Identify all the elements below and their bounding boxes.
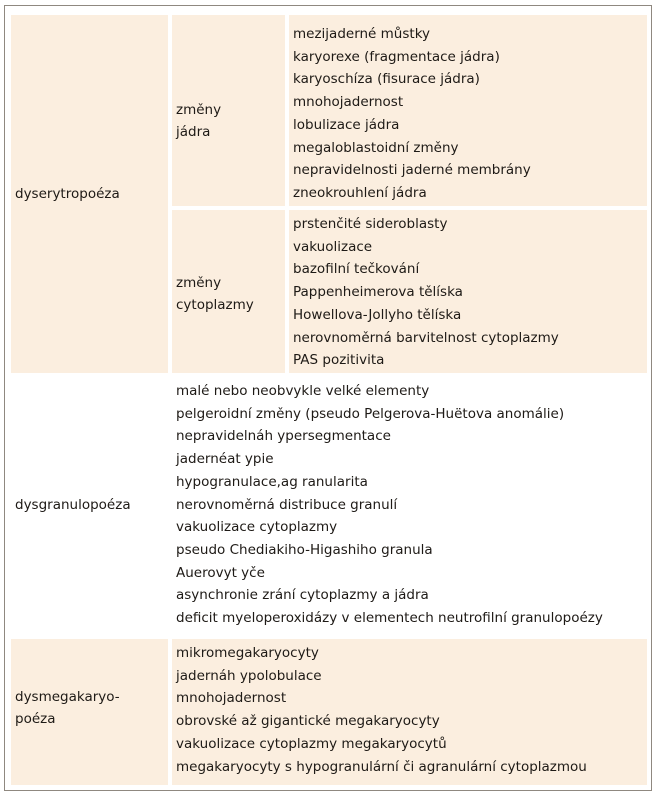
list-item: jadernáh ypolobulace bbox=[176, 667, 322, 684]
list-item: karyoschíza (fisurace jádra) bbox=[293, 71, 480, 88]
list-item: mnohojadernost bbox=[176, 690, 287, 707]
list-item: zneokrouhlení jádra bbox=[293, 184, 427, 201]
list-item: lobulizace jádra bbox=[293, 116, 400, 133]
list-item: megakaryocyty s hypogranulární či agranulární cytoplazmou bbox=[176, 758, 587, 775]
list-item: megaloblastoidní změny bbox=[293, 139, 459, 156]
items-cell-dysgranulopoeza bbox=[172, 377, 647, 637]
list-item: Auerovyt yče bbox=[176, 564, 265, 581]
category-label: dysmegakaryo- poéza bbox=[15, 689, 120, 727]
list-item: nerovnoměrná barvitelnost cytoplazmy bbox=[293, 329, 559, 346]
list-item: vakuolizace cytoplazmy bbox=[176, 519, 338, 536]
list-item: obrovské až gigantické megakaryocyty bbox=[176, 713, 440, 730]
list-item: pseudo Chediakiho-Higashiho granula bbox=[176, 541, 433, 558]
items-cell-zmeny-jadra bbox=[289, 15, 647, 206]
list-item: Pappenheimerova tělíska bbox=[293, 284, 463, 301]
items-cell-zmeny-cytoplazmy bbox=[289, 210, 647, 373]
list-item: bazofilní tečkování bbox=[293, 261, 420, 278]
item-list bbox=[293, 213, 559, 372]
list-item: mezijaderné můstky bbox=[293, 26, 431, 42]
subgroup-cell-zmeny-jadra bbox=[172, 15, 285, 206]
category-cell-dysmegakaryopoeza bbox=[11, 639, 168, 785]
item-list bbox=[176, 642, 587, 778]
list-item: prstenčité sideroblasty bbox=[293, 216, 448, 232]
list-item: malé nebo neobvykle velké elementy bbox=[176, 383, 430, 399]
list-item: pelgeroidní změny (pseudo Pelgerova-Huëtova anomálie) bbox=[176, 405, 565, 422]
list-item: nerovnoměrná distribuce granulí bbox=[176, 496, 398, 513]
list-item: mikromegakaryocyty bbox=[176, 645, 319, 661]
list-item: Howellova-Jollyho tělíska bbox=[293, 306, 462, 323]
list-item: deficit myeloperoxidázy v elementech neutrofilní granulopoézy bbox=[176, 610, 603, 627]
subgroup-label: změny cytoplazmy bbox=[176, 275, 254, 313]
list-item: hypogranulace,ag ranularita bbox=[176, 473, 368, 490]
category-cell-dysgranulopoeza bbox=[11, 377, 168, 637]
list-item: jadernéat ypie bbox=[176, 451, 274, 468]
list-item: nepravidelnosti jaderné membrány bbox=[293, 162, 531, 179]
list-item: karyorexe (fragmentace jádra) bbox=[293, 48, 500, 65]
category-label: dyserytropoéza bbox=[15, 186, 120, 202]
list-item: mnohojadernost bbox=[293, 94, 404, 111]
item-list bbox=[293, 23, 531, 205]
list-item: vakuolizace cytoplazmy megakaryocytů bbox=[176, 735, 447, 752]
list-item: vakuolizace bbox=[293, 238, 373, 255]
list-item: nepravidelnáh ypersegmentace bbox=[176, 428, 391, 445]
items-cell-dysmegakaryopoeza bbox=[172, 639, 647, 785]
item-list bbox=[176, 380, 603, 630]
list-item: PAS pozitivita bbox=[293, 352, 385, 369]
list-item: asynchronie zrání cytoplazmy a jádra bbox=[176, 587, 429, 604]
category-cell-dyserytropoeza bbox=[11, 15, 168, 373]
category-label: dysgranulopoéza bbox=[15, 497, 131, 513]
subgroup-cell-zmeny-cytoplazmy bbox=[172, 210, 285, 373]
subgroup-label: změny jádra bbox=[176, 102, 222, 140]
table-frame bbox=[4, 5, 652, 791]
